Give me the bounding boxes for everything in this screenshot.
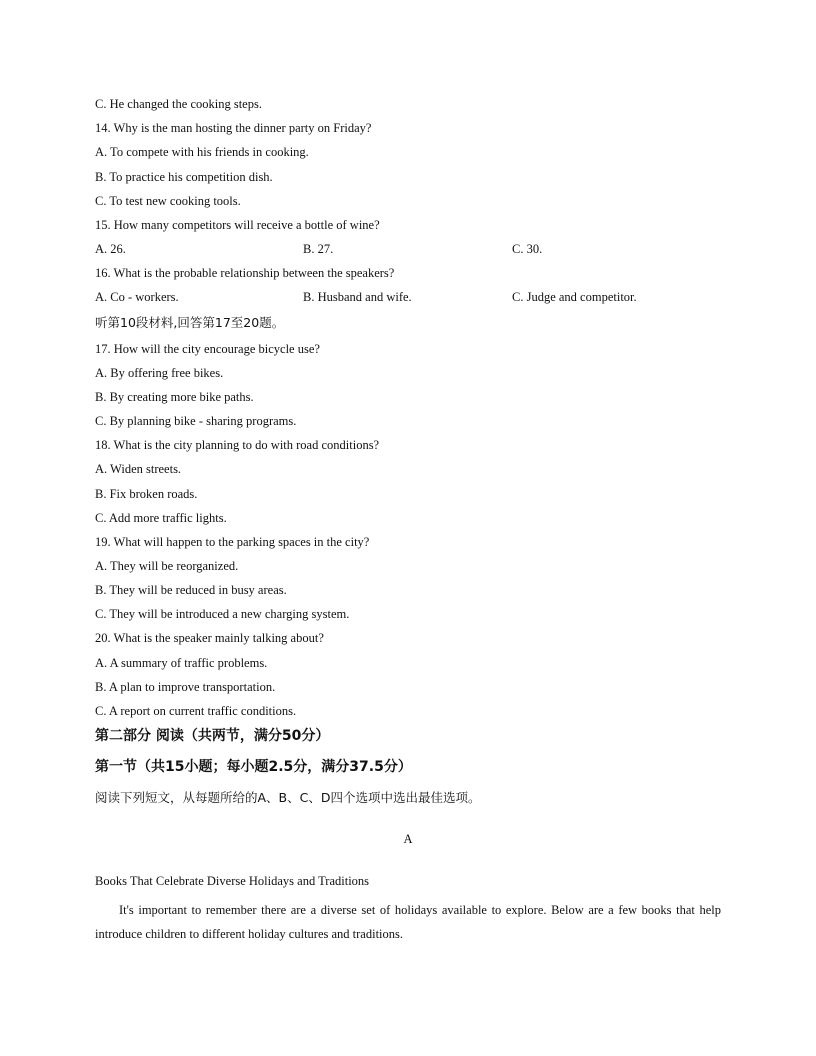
option-text: A. By offering free bikes. [95,366,224,380]
option-a: A. Co - workers. [95,290,179,304]
passage-letter: A [403,832,413,846]
option-text: A. To compete with his friends in cooking. [95,145,309,159]
option-text: C. Add more traffic lights. [95,511,227,525]
question-text: 16. What is the probable relationship between the speakers? [95,266,395,280]
option-c: C. Judge and competitor. [512,290,637,304]
option-text: C. They will be introduced a new charging system. [95,607,350,621]
option-text: B. To practice his competition dish. [95,170,273,184]
option-text: B. They will be reduced in busy areas. [95,583,287,597]
option-b: B. 27. [303,242,334,256]
section-instruction: 听第10段材料,回答第17至20题。 [95,315,285,330]
section-heading: 第一节（共15小题；每小题2.5分，满分37.5分） [95,759,412,775]
question-text: 20. What is the speaker mainly talking about? [95,631,324,645]
option-text: A. Widen streets. [95,462,182,476]
option-text: A. A summary of traffic problems. [95,656,268,670]
question-text: 14. Why is the man hosting the dinner party on Friday? [95,121,372,135]
option-text: B. A plan to improve transportation. [95,680,276,694]
option-a: A. 26. [95,242,126,256]
passage-title: Books That Celebrate Diverse Holidays and Traditions [95,874,370,888]
option-text: C. To test new cooking tools. [95,194,241,208]
question-text: 18. What is the city planning to do with road conditions? [95,438,380,452]
option-text: B. Fix broken roads. [95,487,198,501]
option-b: B. Husband and wife. [303,290,412,304]
reading-instruction: 阅读下列短文，从每题所给的A、B、C、D四个选项中选出最佳选项。 [95,790,481,805]
option-text: C. He changed the cooking steps. [95,97,262,111]
passage-paragraph: It's important to remember there are a diverse set of holidays available to explore. Below are a few books that help introduce children to different holiday cultures and traditions. [95,903,721,941]
option-c: C. 30. [512,242,543,256]
option-text: C. By planning bike - sharing programs. [95,414,297,428]
question-text: 17. How will the city encourage bicycle use? [95,342,320,356]
option-text: C. A report on current traffic conditions. [95,704,297,718]
option-text: B. By creating more bike paths. [95,390,254,404]
option-text: A. They will be reorganized. [95,559,239,573]
part-heading: 第二部分 阅读（共两节，满分50分） [95,728,330,744]
question-text: 19. What will happen to the parking spaces in the city? [95,535,370,549]
question-text: 15. How many competitors will receive a bottle of wine? [95,218,380,232]
